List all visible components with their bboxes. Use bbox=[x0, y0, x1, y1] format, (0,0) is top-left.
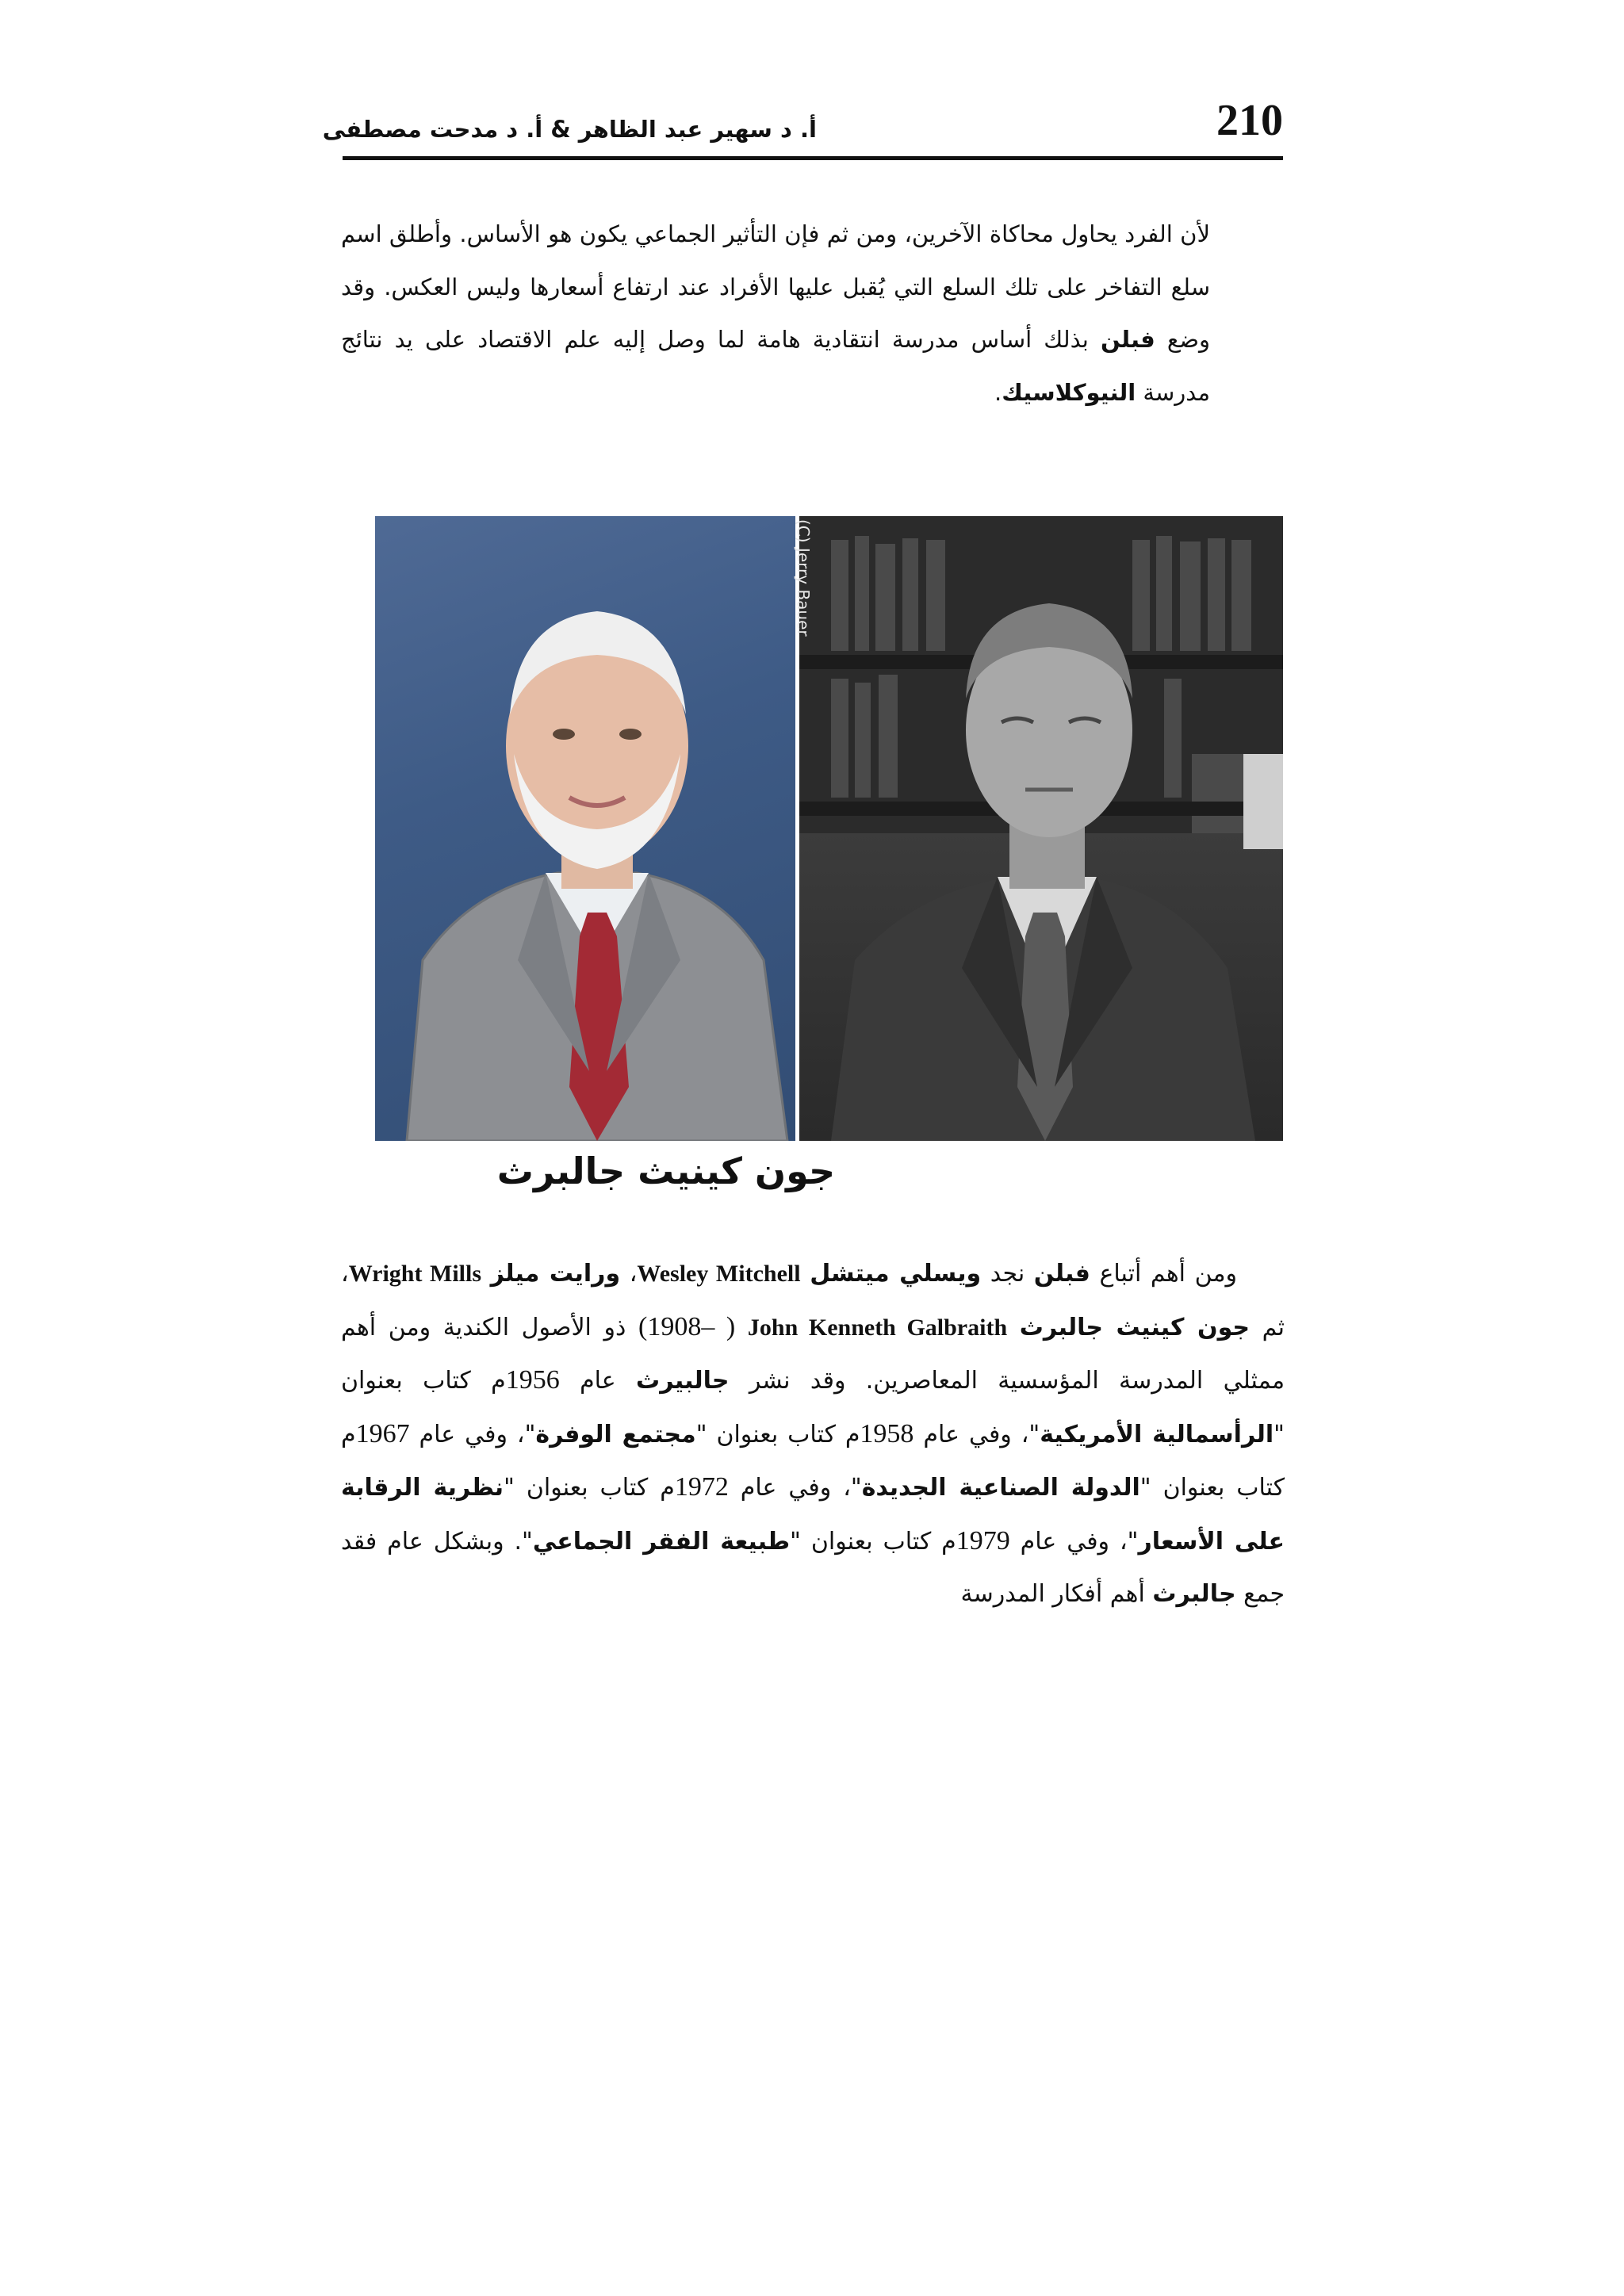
portrait-right bbox=[799, 516, 1283, 1141]
book-title: الدولة الصناعية الجديدة bbox=[861, 1474, 1140, 1502]
text-run: . bbox=[994, 378, 1002, 406]
bold-name: فبلن bbox=[1101, 326, 1155, 353]
year: 1958 bbox=[860, 1418, 914, 1448]
text-run: "، وفي عام bbox=[1009, 1527, 1139, 1556]
year: 1967 bbox=[355, 1418, 410, 1448]
portrait-right-drawing bbox=[799, 516, 1283, 1141]
bold-name: جالبرث bbox=[1152, 1580, 1236, 1608]
bold-name: جالبيرث bbox=[636, 1367, 730, 1395]
text-run: م كتاب بعنوان " bbox=[695, 1420, 860, 1448]
bold-name: ويسلي ميتشل bbox=[810, 1260, 982, 1288]
figure-caption: جون كينيث جالبرث bbox=[496, 1150, 836, 1192]
text-run: بذلك أساس مدرسة انتقادية هامة لما وصل إليه علم الاقتصاد على يد نتائج مدرسة bbox=[341, 326, 1210, 406]
book-title: طبيعة الفقر الجماعي bbox=[532, 1527, 791, 1556]
year: 1979 bbox=[956, 1525, 1010, 1556]
portrait-left bbox=[375, 516, 795, 1141]
text-run: نجد bbox=[981, 1260, 1034, 1288]
latin-name: Wesley Mitchell bbox=[637, 1261, 801, 1287]
text-run: لأن الفرد يحاول محاكاة الآخرين، ومن ثم فإن التأثير الجماعي يكون هو الأساس. وأطلق اسم سلع التفاخر على تلك السلع التي يُقبل عليها الأفراد عند ارتفاع أسعارها وليس العكس. وقد وضع bbox=[341, 220, 1210, 353]
text-run: ومن أهم أتباع bbox=[1090, 1260, 1238, 1288]
running-head: أ. د سهير عبد الظاهر & أ. د مدحت مصطفى bbox=[322, 116, 817, 143]
text-run: م كتاب بعنوان " bbox=[341, 1367, 1285, 1448]
bold-name: فبلن bbox=[1033, 1260, 1090, 1288]
book-title: الرأسمالية الأمريكية bbox=[1040, 1420, 1274, 1448]
bold-name: ورايت ميلز bbox=[490, 1260, 621, 1288]
paragraph-1 bbox=[341, 208, 1210, 419]
text-run: ، bbox=[620, 1260, 638, 1288]
years: (1908– ) bbox=[638, 1311, 736, 1341]
text-run: ذو الأصول الكندية ومن أهم ممثلي المدرسة المؤسسية المعاصرين. وقد نشر bbox=[341, 1313, 1285, 1395]
text-run: عام bbox=[559, 1367, 637, 1395]
bold-name: جون كينيث جالبرث bbox=[1019, 1313, 1251, 1341]
text-run: ". وبشكل عام فقد جمع bbox=[341, 1527, 1285, 1608]
text-run: أهم أفكار المدرسة bbox=[960, 1580, 1153, 1608]
book-title: نظرية الرقابة على الأسعار bbox=[341, 1474, 1285, 1556]
text-run: "، وفي عام bbox=[728, 1474, 862, 1502]
bold-term: النيوكلاسيك bbox=[1002, 378, 1136, 406]
text-run: "، وفي عام bbox=[409, 1420, 536, 1448]
paragraph-2 bbox=[341, 1248, 1285, 1621]
photo-credit: (C) Jerry Bauer bbox=[794, 519, 813, 637]
year: 1972 bbox=[674, 1472, 729, 1502]
year: 1956 bbox=[505, 1365, 560, 1395]
text-run: م كتاب بعنوان " bbox=[790, 1527, 956, 1556]
text-run: م كتاب بعنوان " bbox=[504, 1474, 675, 1502]
text-run: م كتاب بعنوان " bbox=[341, 1420, 1285, 1502]
latin-name: John Kenneth Galbraith bbox=[747, 1314, 1008, 1341]
portrait-left-drawing bbox=[375, 516, 795, 1141]
book-title: مجتمع الوفرة bbox=[535, 1420, 696, 1448]
text-run: ، ثم bbox=[341, 1260, 1285, 1341]
header-rule bbox=[343, 156, 1283, 160]
page-number: 210 bbox=[1216, 96, 1283, 145]
text-run: "، وفي عام bbox=[914, 1420, 1040, 1448]
latin-name: Wright Mills bbox=[348, 1261, 482, 1287]
